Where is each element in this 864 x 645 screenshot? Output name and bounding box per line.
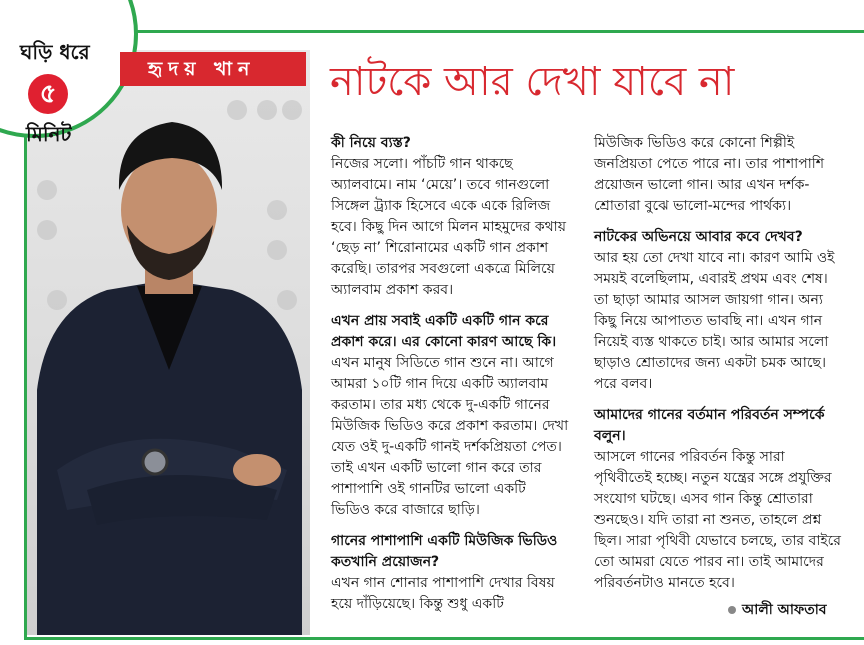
answer-4: আর হয় তো দেখা যাবে না। কারণ আমি ওই সময়ই বলেছিলাম, এবারই প্রথম এবং শেষ। তা ছাড়া আমার আসল জায়গা গান। অন্য কিছু নিয়ে আপাতত ভাবছি না। এখন গান নিয়েই ব্যস্ত থাকতে চাই। আর আমার সলো ছাড়াও শ্রোতাদের জন্য একটা চমক আছে। পরে বলব। <box>594 250 835 392</box>
frame-top-rule <box>96 30 864 33</box>
question-4: নাটকের অভিনয়ে আবার কবে দেখব? <box>594 229 803 245</box>
question-2: এখন প্রায় সবাই একটি একটি গান করে প্রকাশ করে। এর কোনো কারণ আছে কি। <box>331 313 557 350</box>
byline <box>728 598 827 622</box>
badge-label-top: ঘড়ি ধরে <box>20 40 90 64</box>
byline-author: আলী আফতাব <box>742 602 827 618</box>
column-tag: হৃদয় খান <box>120 52 306 86</box>
question-3: গানের পাশাপাশি একটি মিউজিক ভিডিও কতখানি প্রয়োজন? <box>331 533 558 570</box>
answer-1: নিজের সলো। পাঁচটি গান থাকছে অ্যালবামে। নাম ‘মেয়ে’। তবে গানগুলো সিঙ্গেল ট্র্যাক হিসেবে একে একে রিলিজ হবে। কিছু দিন আগে মিলন মাহমুদের কথায় ‘ছেড় না’ শিরোনামের একটি গান প্রকাশ করেছি। তারপর সবগুলো একত্রে মিলিয়ে অ্যালবাম প্রকাশ করব। <box>331 156 566 298</box>
question-5: আমাদের গানের বর্তমান পরিবর্তন সম্পর্কে বলুন। <box>594 407 825 444</box>
text-column-2 <box>594 133 844 604</box>
question-1: কী নিয়ে ব্যস্ত? <box>331 135 411 151</box>
text-column-1 <box>331 133 569 625</box>
answer-2: এখন মানুষ সিডিতে গান শুনে না। আগে আমরা ১০টি গান দিয়ে একটি অ্যালবাম করতাম। তার মধ্য থেকে দু-একটি গানের মিউজিক ভিডিও করে প্রকাশ করতাম। দেখা যেত ওই দু-একটি গানই দর্শকপ্রিয়তা পেত। তাই এখন একটি ভালো গান করে তার পাশাপাশি ওই গানটির ভালো একটি ভিডিও করে বাজারে ছাড়ি। <box>331 355 569 518</box>
answer-3-continued: মিউজিক ভিডিও করে কোনো শিল্পীই জনপ্রিয়তা পেতে পারে না। তার পাশাপাশি প্রয়োজন ভালো গান। আর এখন দর্শক-শ্রোতারা বুঝে ভালো-মন্দের পার্থক্য। <box>594 135 825 214</box>
badge-label-bottom: মিনিট <box>26 122 72 146</box>
answer-5: আসলে গানের পরিবর্তন কিন্তু সারা পৃথিবীতেই হচ্ছে। নতুন যন্ত্রের সঙ্গে প্রযুক্তির সংযোগ ঘটছে। এসব গান কিন্তু শ্রোতারা শুনছেও। যদি তারা না শুনত, তাহলে প্রশ্ন ছিল। সারা পৃথিবী যেভাবে চলছে, তার বাইরে তো আমরা যেতে পারব না। তাই আমাদের পরিবর্তনটাও মানতে হবে। <box>594 449 841 591</box>
byline-bullet-icon <box>728 606 736 614</box>
answer-3-start: এখন গান শোনার পাশাপাশি দেখার বিষয় হয়ে দাঁড়িয়েছে। কিন্তু শুধু একটি <box>331 575 555 612</box>
headline: নাটকে আর দেখা যাবে না <box>330 59 735 105</box>
frame-bottom-rule <box>24 637 864 640</box>
badge-number: ৫ <box>28 74 68 114</box>
